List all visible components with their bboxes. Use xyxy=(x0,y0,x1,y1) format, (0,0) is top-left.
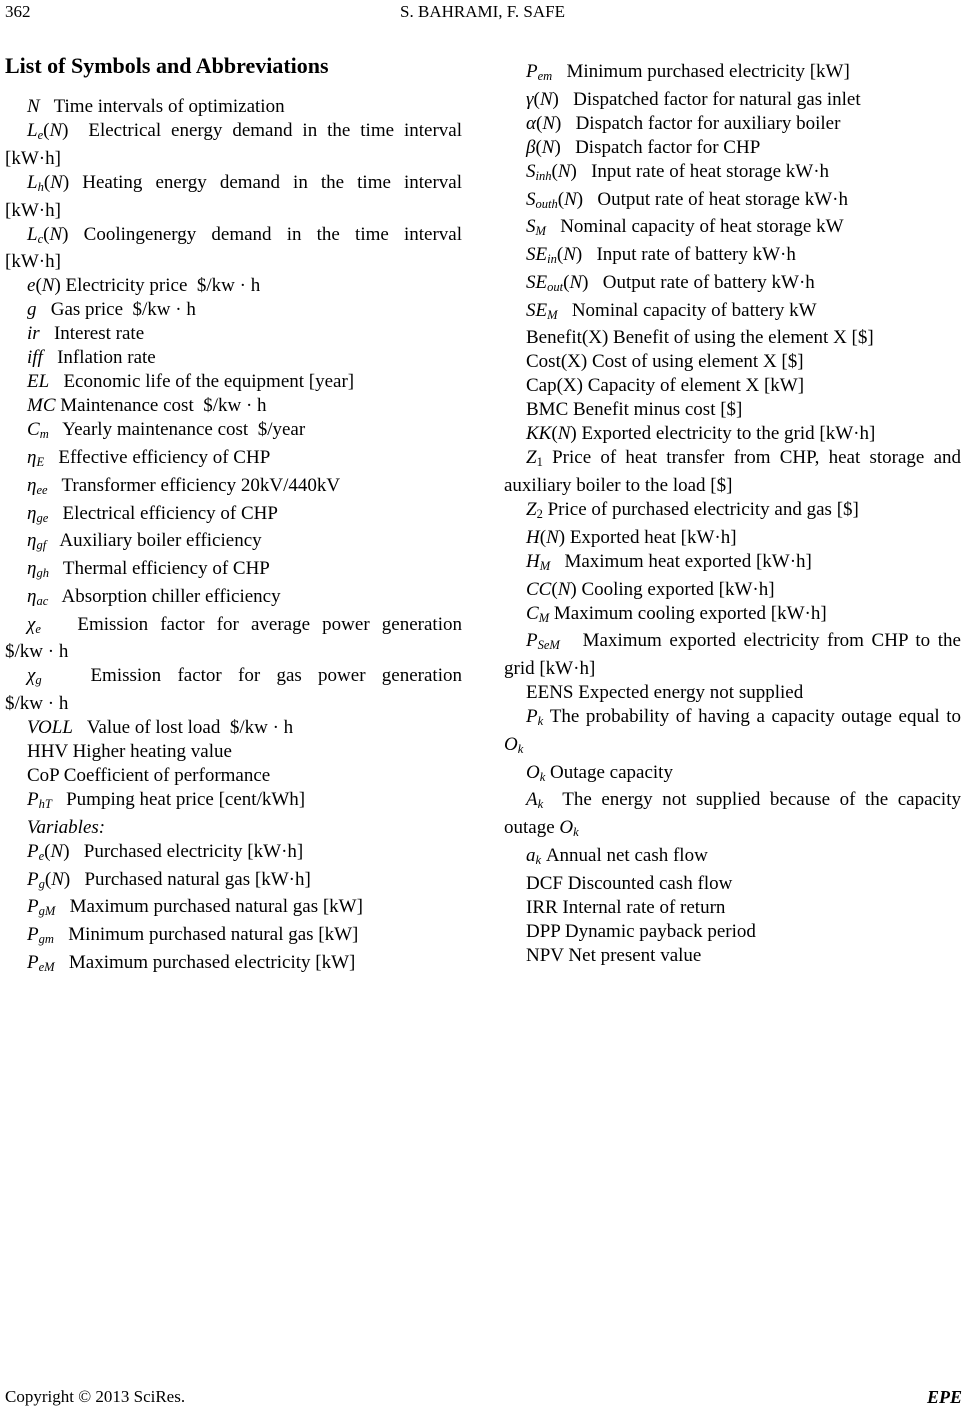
right-column-entries xyxy=(504,60,961,968)
entry-text: Electrical energy demand in the time interval xyxy=(68,120,462,141)
entry-text: The probability of having a capacity outage equal to xyxy=(543,706,961,727)
entry-text: Dispatched factor for natural gas inlet xyxy=(558,88,861,110)
entry-symbol: N xyxy=(27,96,40,117)
entry-text: $/kw · h xyxy=(5,693,69,714)
entry-text: Output rate of battery kW·h xyxy=(588,271,815,293)
entry-symbol: N xyxy=(569,271,583,293)
entry-text: Pumping heat price [cent/kWh] xyxy=(51,789,306,810)
symbol-entry xyxy=(5,171,462,199)
entry-subscript: k xyxy=(537,797,544,811)
entry-subscript: SeM xyxy=(537,638,560,652)
entry-symbol: MC xyxy=(27,395,56,417)
entry-text: ( xyxy=(563,271,570,293)
entry-text: ) xyxy=(552,88,559,110)
entry-symbol: P xyxy=(27,924,39,945)
entry-symbol: N xyxy=(50,171,63,193)
symbol-entry xyxy=(5,346,462,370)
entry-symbol: Z xyxy=(526,447,537,469)
page-body xyxy=(5,52,963,979)
entry-subscript: gm xyxy=(38,931,54,946)
entry-text: Dispatch factor for auxiliary boiler xyxy=(561,112,841,134)
entry-text: ) xyxy=(554,136,561,158)
entry-text: Interest rate xyxy=(39,323,145,345)
entry-text: ) xyxy=(555,112,562,134)
entry-text: ) xyxy=(582,271,589,293)
symbol-entry xyxy=(5,370,462,394)
entry-symbol: CC xyxy=(526,578,552,600)
entry-text: BMC Benefit minus cost [$] xyxy=(526,399,743,421)
entry-symbol: SE xyxy=(526,299,548,321)
entry-text: Input rate of heat storage kW·h xyxy=(576,160,830,182)
entry-text: ( xyxy=(43,223,50,245)
entry-subscript: h xyxy=(37,179,44,194)
symbol-entry xyxy=(504,188,961,216)
symbol-entry xyxy=(5,923,462,951)
entry-text: Maximum purchased natural gas [kW] xyxy=(55,896,363,918)
symbol-entry xyxy=(504,550,961,578)
entry-subscript: outh xyxy=(535,196,558,211)
entry-subscript: gh xyxy=(36,565,49,580)
entry-text: grid [kW·h] xyxy=(504,658,596,679)
entry-symbol: O xyxy=(559,817,574,838)
entry-symbol: S xyxy=(526,160,536,182)
entry-text: Maximum exported electricity from CHP to the xyxy=(559,630,961,652)
entry-text: Cap(X) Capacity of element X [kW] xyxy=(526,375,805,397)
symbol-entry xyxy=(5,585,462,613)
entry-text: ( xyxy=(539,526,547,548)
left-column-entries xyxy=(5,95,462,979)
entry-text: ) xyxy=(62,120,69,141)
entry-subscript: gf xyxy=(36,538,47,552)
entry-subscript: 2 xyxy=(536,506,543,521)
entry-text: Annual net cash flow xyxy=(541,844,708,866)
entry-text: Economic life of the equipment [year] xyxy=(49,371,355,393)
symbol-entry xyxy=(5,557,462,585)
entry-text: Price of heat transfer from CHP, heat storage and xyxy=(542,447,961,469)
entry-symbol: SE xyxy=(526,271,548,293)
symbol-entry xyxy=(504,896,961,920)
entry-text: Maintenance cost $/kw · h xyxy=(55,395,267,417)
symbol-entry xyxy=(504,60,961,88)
symbol-entry xyxy=(5,446,462,474)
entry-text: Coolingenergy demand in the time interval xyxy=(68,223,462,245)
symbol-entry xyxy=(5,474,462,502)
entry-text: Thermal efficiency of CHP xyxy=(48,558,270,579)
entry-symbol: O xyxy=(504,733,518,755)
entry-subscript: M xyxy=(547,307,558,322)
entry-text: ) xyxy=(575,244,583,265)
running-head: S. BAHRAMI, F. SAFE xyxy=(400,2,565,21)
entry-symbol: γ xyxy=(526,88,534,110)
symbol-entry xyxy=(5,95,462,119)
entry-text: Minimum purchased natural gas [kW] xyxy=(53,924,359,945)
symbol-entry xyxy=(504,350,961,374)
entry-symbol: N xyxy=(539,88,553,110)
entry-text: Cost(X) Cost of using element X [$] xyxy=(526,351,804,373)
symbol-entry xyxy=(504,160,961,188)
symbol-entry xyxy=(5,764,462,788)
symbol-entry xyxy=(5,274,462,298)
symbol-entry xyxy=(5,788,462,816)
entry-text: Outage capacity xyxy=(545,761,673,783)
entry-symbol: S xyxy=(526,188,536,210)
entry-subscript: gM xyxy=(38,904,56,918)
entry-subscript: e xyxy=(38,848,45,863)
entry-text: Nominal capacity of battery kW xyxy=(557,299,817,321)
entry-subscript: e xyxy=(35,621,41,636)
entry-text: $/kw · h xyxy=(5,641,69,663)
entry-symbol: a xyxy=(526,844,536,866)
symbol-entry-continuation xyxy=(504,657,961,681)
entry-symbol: Z xyxy=(526,499,537,520)
symbol-entry xyxy=(5,664,462,692)
entry-text: Exported heat [kW·h] xyxy=(565,526,737,548)
entry-text: DPP Dynamic payback period xyxy=(526,920,756,942)
section-title: List of Symbols and Abbreviations xyxy=(5,53,329,78)
entry-symbol: EL xyxy=(27,371,50,393)
entry-text: Electricity price $/kw · h xyxy=(60,275,261,297)
symbol-entry xyxy=(504,705,961,733)
entry-text: ) xyxy=(54,275,61,297)
entry-symbol: H xyxy=(526,550,540,572)
entry-symbol: P xyxy=(27,868,39,890)
symbol-entry xyxy=(504,88,961,112)
entry-subscript: c xyxy=(37,231,44,246)
entry-text: [kW·h] xyxy=(5,251,61,273)
entry-text: Absorption chiller efficiency xyxy=(48,585,281,607)
entry-text: ( xyxy=(535,112,543,134)
entry-text: ( xyxy=(43,171,51,193)
entry-text: Dispatch factor for CHP xyxy=(560,136,761,158)
entry-text: NPV Net present value xyxy=(526,944,702,966)
entry-text: ( xyxy=(43,120,50,141)
entry-symbol: χ xyxy=(27,613,36,635)
entry-text: ) Cooling exported [kW·h] xyxy=(570,578,775,600)
entry-symbol: g xyxy=(27,299,37,321)
symbol-entry xyxy=(504,446,961,474)
entry-symbol: C xyxy=(27,419,40,441)
entry-symbol: KK xyxy=(526,423,552,445)
entry-symbol: N xyxy=(557,423,571,445)
right-column xyxy=(504,52,961,979)
entry-text: Maximum heat exported [kW·h] xyxy=(550,550,812,572)
entry-text: DCF Discounted cash flow xyxy=(526,872,733,894)
entry-symbol: P xyxy=(526,61,538,82)
entry-subscript: eM xyxy=(38,959,55,974)
symbol-entry xyxy=(5,298,462,322)
entry-subscript: em xyxy=(537,68,553,83)
symbol-entry-continuation xyxy=(504,816,961,844)
symbol-entry-continuation xyxy=(504,474,961,498)
symbol-entry xyxy=(504,243,961,271)
entry-text: [kW·h] xyxy=(5,147,61,169)
symbol-entry xyxy=(504,920,961,944)
entry-text: outage xyxy=(504,817,560,838)
entry-text: CoP Coefficient of performance xyxy=(27,765,271,786)
entry-symbol: O xyxy=(526,761,540,783)
entry-text: ( xyxy=(535,136,542,158)
entry-symbol: η xyxy=(27,585,37,607)
entry-text: ( xyxy=(551,578,558,600)
entry-text: ( xyxy=(44,868,52,890)
entry-symbol: N xyxy=(557,578,571,600)
entry-symbol: A xyxy=(526,789,538,811)
entry-text: ( xyxy=(35,275,42,297)
entry-text: Time intervals of optimization xyxy=(39,96,285,117)
running-header xyxy=(5,1,960,23)
symbol-entry xyxy=(5,816,462,840)
symbol-entry xyxy=(504,526,961,550)
symbol-entry xyxy=(504,498,961,526)
entry-symbol: N xyxy=(41,275,55,297)
entry-symbol: η xyxy=(27,474,37,496)
symbol-entry-continuation xyxy=(5,147,462,171)
entry-symbol: Variables: xyxy=(27,816,106,838)
symbol-entry xyxy=(504,761,961,789)
left-column xyxy=(5,52,462,979)
symbol-entry xyxy=(5,868,462,896)
entry-symbol: C xyxy=(526,602,539,624)
page-footer xyxy=(5,1386,962,1410)
entry-text: ) Exported electricity to the grid [kW·h] xyxy=(570,423,876,445)
entry-text: auxiliary boiler to the load [$] xyxy=(504,475,733,496)
entry-text: ) xyxy=(62,171,70,193)
entry-symbol: S xyxy=(526,216,536,238)
entry-text: Emission factor for average power generation xyxy=(40,613,462,635)
entry-text: Value of lost load $/kw · h xyxy=(72,717,294,738)
symbol-entry xyxy=(504,374,961,398)
entry-symbol: L xyxy=(27,171,38,193)
entry-symbol: P xyxy=(27,951,39,973)
entry-symbol: N xyxy=(51,868,64,890)
entry-symbol: N xyxy=(50,840,64,862)
entry-text: ) xyxy=(570,160,577,182)
entry-symbol: η xyxy=(27,502,37,524)
entry-subscript: k xyxy=(539,769,546,784)
entry-text: ( xyxy=(556,244,564,265)
symbol-entry xyxy=(504,112,961,136)
entry-text: ( xyxy=(551,423,558,445)
entry-subscript: ac xyxy=(36,593,49,608)
entry-symbol: η xyxy=(27,530,37,552)
symbol-entry xyxy=(504,872,961,896)
entry-text: ( xyxy=(44,840,51,862)
page-number: 362 xyxy=(5,2,31,21)
entry-symbol: P xyxy=(27,789,39,810)
entry-text: Auxiliary boiler efficiency xyxy=(46,530,262,552)
symbol-entry-continuation xyxy=(5,250,462,274)
entry-symbol: ir xyxy=(27,323,40,345)
entry-symbol: η xyxy=(27,447,37,468)
entry-text: ) xyxy=(558,526,566,548)
entry-subscript: k xyxy=(517,741,524,756)
entry-subscript: k xyxy=(537,713,544,728)
entry-symbol: L xyxy=(27,223,38,245)
entry-symbol: P xyxy=(27,896,39,918)
entry-text: IRR Internal rate of return xyxy=(526,896,726,918)
symbol-entry xyxy=(504,422,961,446)
symbol-entry xyxy=(5,322,462,346)
entry-text: Electrical efficiency of CHP xyxy=(48,502,278,524)
entry-subscript: 1 xyxy=(536,455,543,469)
entry-symbol: η xyxy=(27,558,37,579)
entry-text: Emission factor for gas power generation xyxy=(41,665,462,687)
entry-subscript: ee xyxy=(36,482,48,497)
entry-text: EENS Expected energy not supplied xyxy=(526,682,804,703)
entry-subscript: out xyxy=(547,279,564,294)
entry-symbol: e xyxy=(27,275,36,297)
copyright-notice: Copyright © 2013 SciRes. xyxy=(5,1387,186,1406)
symbol-entry xyxy=(5,840,462,868)
entry-text: Purchased natural gas [kW·h] xyxy=(70,868,311,890)
entry-symbol: N xyxy=(564,188,577,210)
symbol-entry xyxy=(5,613,462,641)
entry-symbol: P xyxy=(526,706,538,727)
entry-text: Benefit(X) Benefit of using the element X [$] xyxy=(526,327,874,349)
symbol-entry xyxy=(5,119,462,147)
symbol-entry xyxy=(5,502,462,530)
entry-symbol: β xyxy=(526,136,536,158)
entry-symbol: VOLL xyxy=(27,717,73,738)
entry-subscript: e xyxy=(37,127,44,142)
entry-text: ( xyxy=(533,88,540,110)
symbol-entry xyxy=(504,578,961,602)
symbol-entry xyxy=(504,681,961,705)
entry-text: Price of purchased electricity and gas [$] xyxy=(542,499,859,520)
entry-text: ( xyxy=(551,160,558,182)
entry-subscript: M xyxy=(535,224,546,238)
entry-symbol: χ xyxy=(27,665,36,687)
entry-symbol: N xyxy=(541,136,555,158)
entry-symbol: α xyxy=(526,112,536,134)
symbol-entry xyxy=(5,529,462,557)
entry-text: ) xyxy=(62,223,69,245)
entry-symbol: N xyxy=(563,244,576,265)
entry-symbol: L xyxy=(27,120,38,141)
symbol-entry xyxy=(5,394,462,418)
entry-symbol: P xyxy=(27,840,39,862)
entry-text: HHV Higher heating value xyxy=(27,741,232,762)
entry-subscript: ge xyxy=(36,510,49,525)
entry-text: Inflation rate xyxy=(42,347,156,369)
entry-symbol: N xyxy=(542,112,555,134)
entry-text: The energy not supplied because of the capacity xyxy=(543,789,961,811)
entry-text: Purchased electricity [kW·h] xyxy=(69,840,304,862)
entry-text: Nominal capacity of heat storage kW xyxy=(545,216,844,238)
symbol-entry xyxy=(504,299,961,327)
symbol-entry xyxy=(5,716,462,740)
symbol-entry xyxy=(5,740,462,764)
symbol-entry xyxy=(504,326,961,350)
entry-text: ) xyxy=(63,868,71,890)
entry-text: Minimum purchased electricity [kW] xyxy=(552,61,850,82)
entry-subscript: in xyxy=(547,251,557,266)
entry-subscript: k xyxy=(573,824,579,839)
entry-text: ( xyxy=(557,188,565,210)
entry-subscript: m xyxy=(39,427,49,441)
entry-text: Yearly maintenance cost $/year xyxy=(48,419,306,441)
entry-text: Maximum purchased electricity [kW] xyxy=(54,951,356,973)
symbol-entry-continuation xyxy=(5,199,462,223)
entry-subscript: E xyxy=(36,454,45,469)
entry-text: Heating energy demand in the time interval xyxy=(69,171,462,193)
symbol-entry xyxy=(504,788,961,816)
entry-text: Gas price $/kw · h xyxy=(36,299,196,321)
symbol-entry xyxy=(5,951,462,979)
entry-symbol: N xyxy=(546,526,559,548)
entry-symbol: N xyxy=(557,160,571,182)
entry-subscript: k xyxy=(535,852,542,867)
symbol-entry xyxy=(504,271,961,299)
entry-symbol: N xyxy=(49,120,63,141)
entry-text: Output rate of heat storage kW·h xyxy=(583,188,848,210)
entry-symbol: H xyxy=(526,526,540,548)
entry-subscript: g xyxy=(38,876,45,891)
symbol-entry xyxy=(504,136,961,160)
entry-symbol: P xyxy=(526,630,538,652)
symbol-entry xyxy=(504,398,961,422)
entry-text: Maximum cooling exported [kW·h] xyxy=(549,602,827,624)
entry-text: ) xyxy=(576,188,584,210)
entry-symbol: SE xyxy=(526,244,548,265)
entry-subscript: M xyxy=(538,610,550,625)
entry-subscript: g xyxy=(35,673,42,687)
symbol-entry-continuation xyxy=(5,640,462,664)
journal-abbreviation: EPE xyxy=(926,1387,962,1407)
symbol-entry-continuation xyxy=(504,733,961,761)
entry-symbol: iff xyxy=(27,347,43,369)
entry-text: Effective efficiency of CHP xyxy=(44,447,271,468)
entry-text: [kW·h] xyxy=(5,199,61,221)
symbol-entry xyxy=(5,895,462,923)
symbol-entry xyxy=(504,215,961,243)
entry-text: Transformer efficiency 20kV/440kV xyxy=(47,474,341,496)
symbol-entry xyxy=(5,418,462,446)
entry-subscript: M xyxy=(539,558,551,573)
symbol-entry xyxy=(5,223,462,251)
symbol-entry xyxy=(504,602,961,630)
entry-text: Input rate of battery kW·h xyxy=(582,244,796,265)
entry-subscript: inh xyxy=(535,168,552,183)
symbol-entry xyxy=(504,844,961,872)
entry-symbol: N xyxy=(49,223,63,245)
symbol-entry xyxy=(504,629,961,657)
entry-text: ) xyxy=(63,840,70,862)
symbol-entry-continuation xyxy=(5,692,462,716)
entry-subscript: hT xyxy=(38,796,52,811)
symbol-entry xyxy=(504,944,961,968)
